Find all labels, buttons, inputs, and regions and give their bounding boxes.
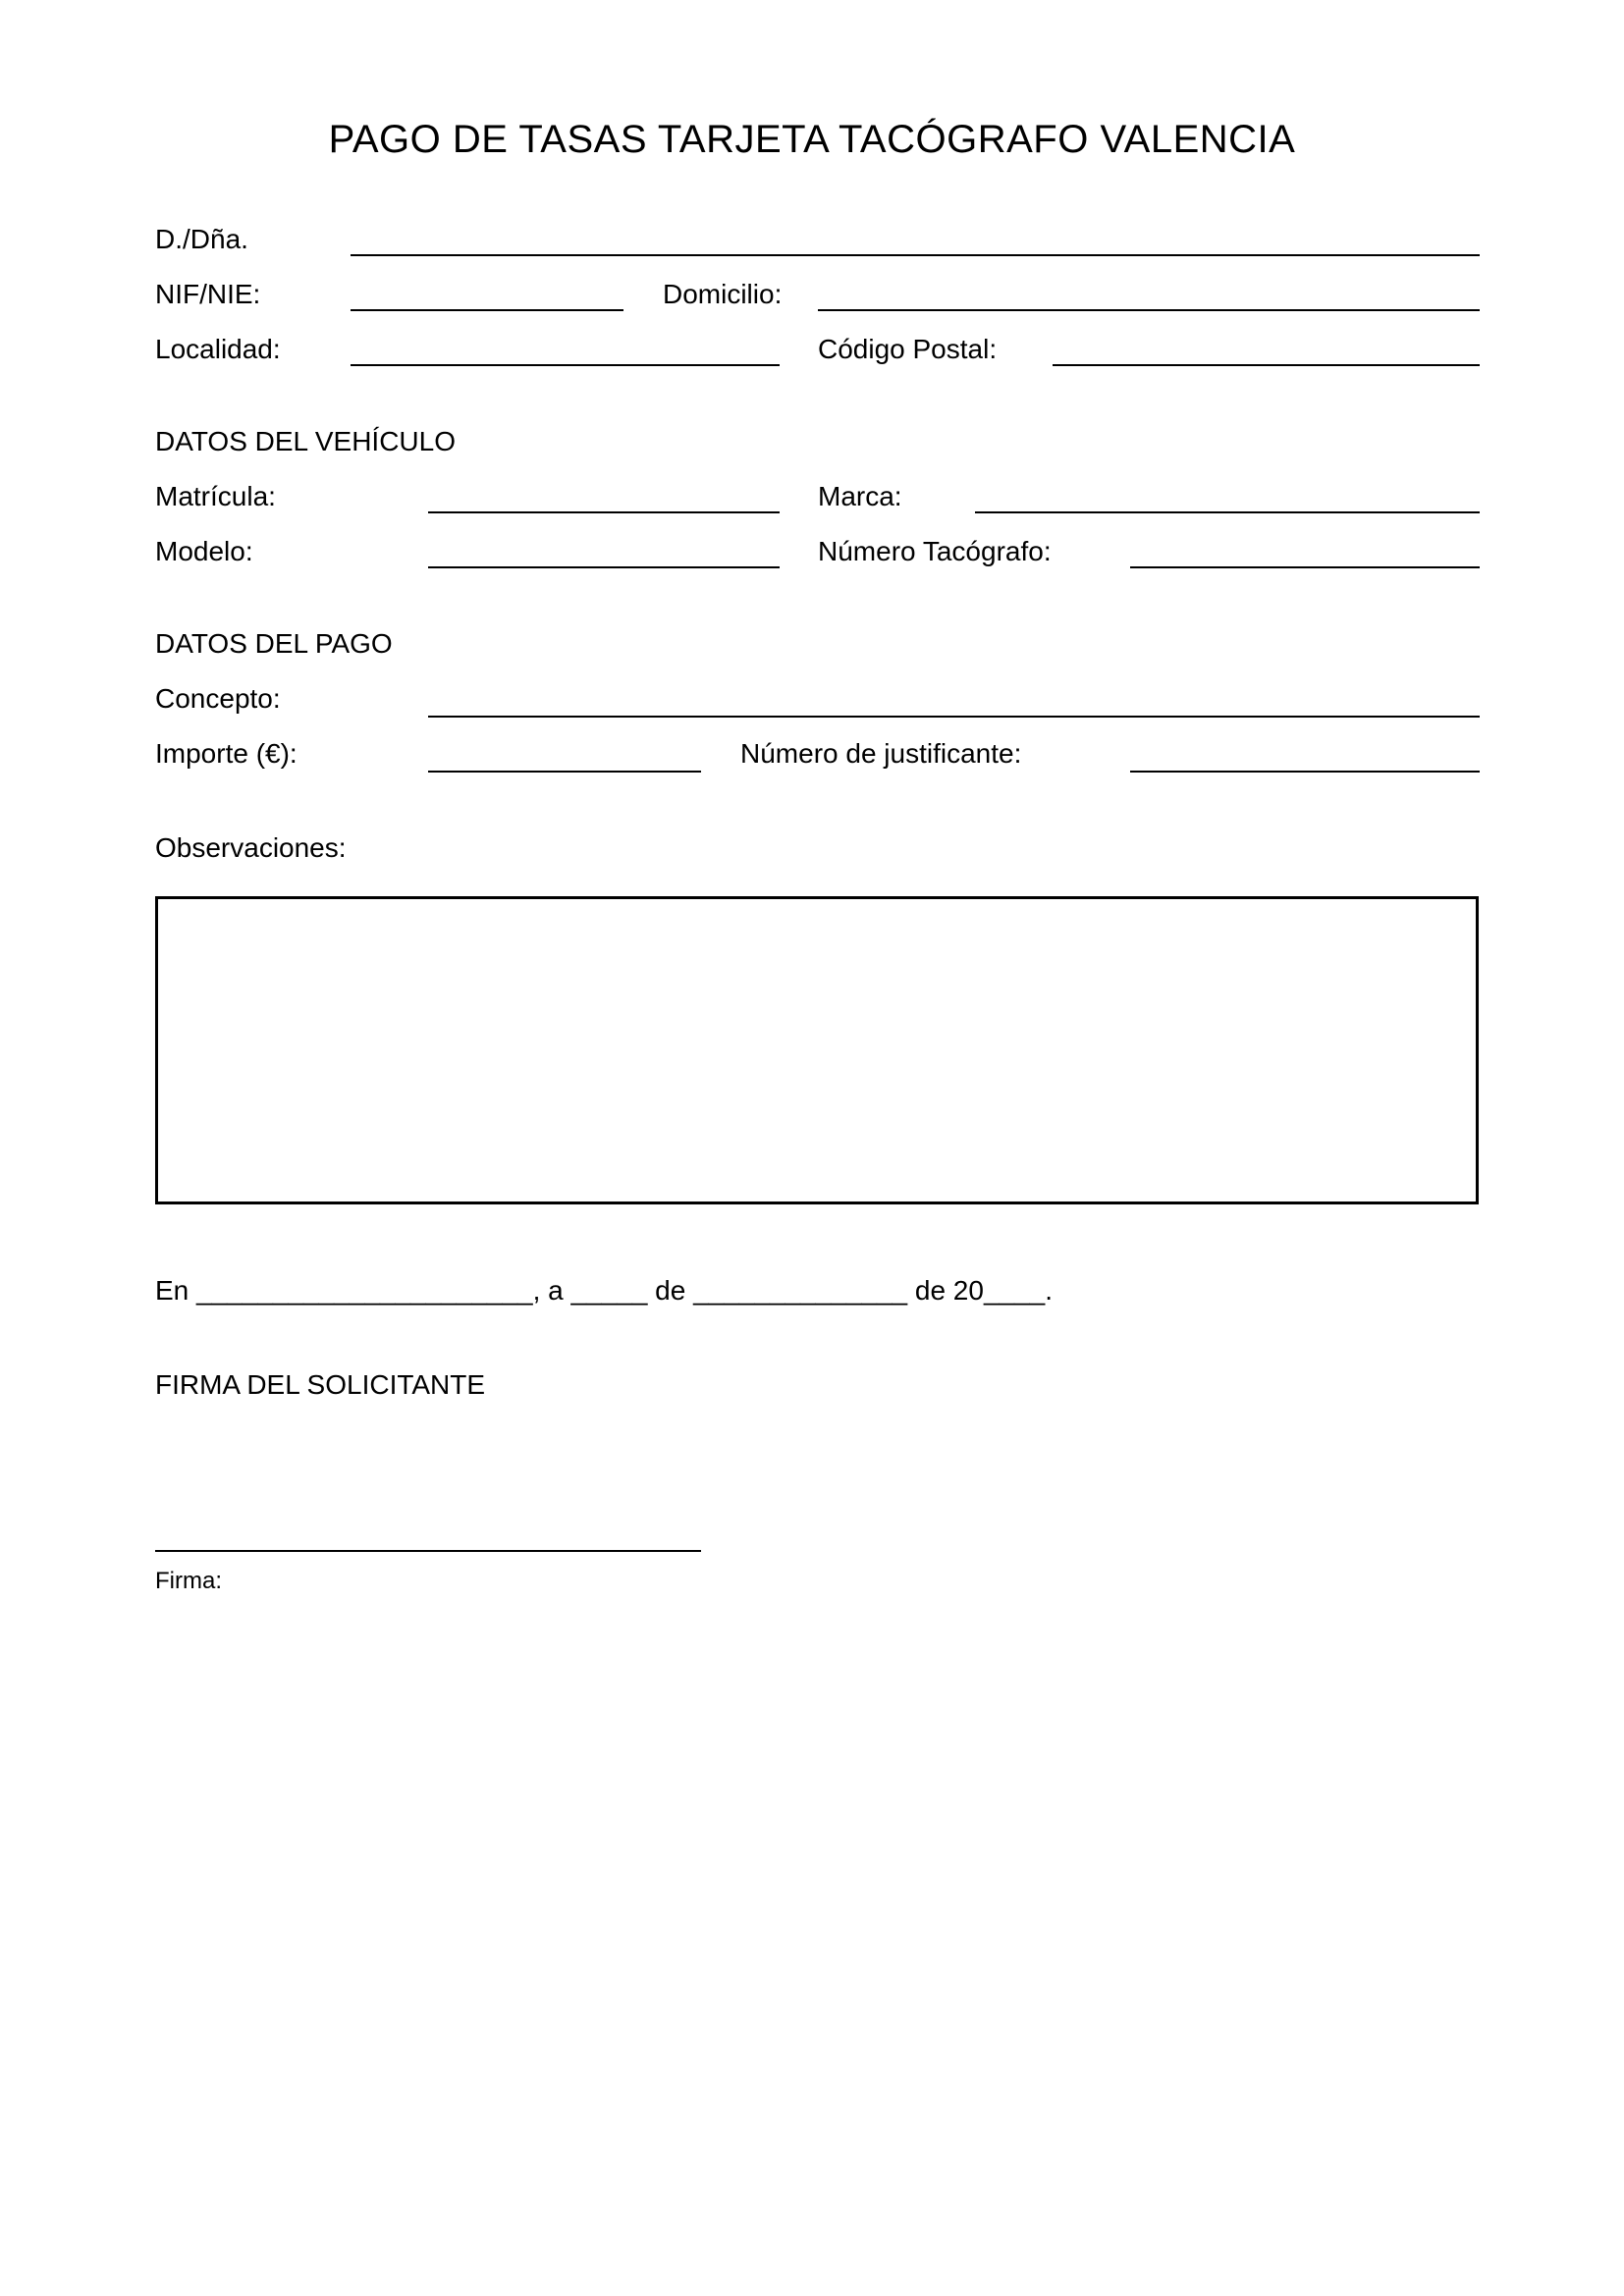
domicilio-label: Domicilio: xyxy=(663,279,783,309)
signature-line[interactable] xyxy=(155,1550,701,1552)
importe-field[interactable] xyxy=(428,771,701,773)
domicilio-field[interactable] xyxy=(818,309,1480,311)
modelo-label: Modelo: xyxy=(155,536,253,566)
observaciones-label: Observaciones: xyxy=(155,832,347,863)
concepto-label: Concepto: xyxy=(155,683,281,714)
concepto-field[interactable] xyxy=(428,716,1480,718)
payment-section-heading: DATOS DEL PAGO xyxy=(155,628,393,659)
name-label: D./Dña. xyxy=(155,224,248,254)
modelo-field[interactable] xyxy=(428,566,780,568)
signature-section-heading: FIRMA DEL SOLICITANTE xyxy=(155,1369,486,1400)
nif-field[interactable] xyxy=(351,309,623,311)
localidad-field[interactable] xyxy=(351,364,780,366)
date-line: En ______________________, a _____ de ______________ de 20____. xyxy=(155,1275,1054,1306)
codigo-postal-label: Código Postal: xyxy=(818,334,998,364)
justificante-label: Número de justificante: xyxy=(740,738,1022,769)
importe-label: Importe (€): xyxy=(155,738,298,769)
marca-label: Marca: xyxy=(818,481,902,511)
tacografo-field[interactable] xyxy=(1130,566,1480,568)
observaciones-box[interactable] xyxy=(155,896,1479,1204)
justificante-field[interactable] xyxy=(1130,771,1480,773)
nif-label: NIF/NIE: xyxy=(155,279,261,309)
codigo-postal-field[interactable] xyxy=(1053,364,1480,366)
matricula-field[interactable] xyxy=(428,511,780,513)
name-field[interactable] xyxy=(351,254,1480,256)
tacografo-label: Número Tacógrafo: xyxy=(818,536,1052,566)
firma-label: Firma: xyxy=(155,1568,222,1594)
localidad-label: Localidad: xyxy=(155,334,281,364)
matricula-label: Matrícula: xyxy=(155,481,276,511)
marca-field[interactable] xyxy=(975,511,1480,513)
vehicle-section-heading: DATOS DEL VEHÍCULO xyxy=(155,426,457,456)
page-title: PAGO DE TASAS TARJETA TACÓGRAFO VALENCIA xyxy=(328,118,1296,161)
